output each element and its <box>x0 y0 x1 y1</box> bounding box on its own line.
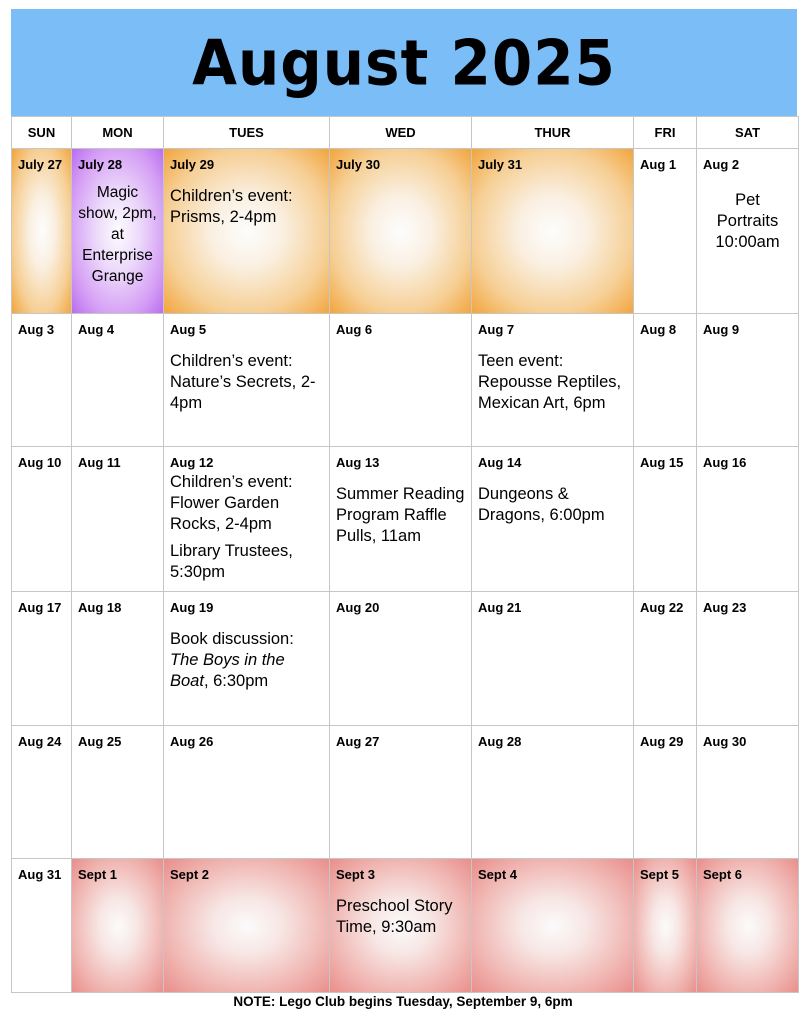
day-cell <box>12 314 72 447</box>
day-date: Sept 4 <box>478 867 518 882</box>
day-date: Aug 15 <box>640 455 684 470</box>
day-date: Aug 17 <box>18 600 62 615</box>
day-date: July 29 <box>170 157 215 172</box>
day-cell <box>72 592 164 726</box>
event-book-prefix: Book discussion: <box>170 630 294 648</box>
event-natures-secrets: Children’s event: Nature’s Secrets, 2-4pm <box>170 352 316 412</box>
day-date: Aug 28 <box>478 734 522 749</box>
event-magic-show: Magic show, 2pm, at Enterprise Grange <box>78 184 157 285</box>
weekday-fri: FRI <box>634 117 697 149</box>
day-cell <box>12 859 72 993</box>
day-date: July 27 <box>18 157 63 172</box>
calendar-title: August 2025 <box>192 25 616 100</box>
weekday-header-row <box>12 117 799 149</box>
day-date: Aug 8 <box>640 322 677 337</box>
day-date: Aug 31 <box>18 867 62 882</box>
day-cell <box>472 592 634 726</box>
day-date: Aug 24 <box>18 734 62 749</box>
day-date: Aug 21 <box>478 600 522 615</box>
week-row-4 <box>12 592 799 726</box>
day-date: Aug 6 <box>336 322 373 337</box>
day-cell <box>330 859 472 993</box>
weekday-thur: THUR <box>472 117 634 149</box>
day-cell <box>164 314 330 447</box>
day-cell <box>12 149 72 314</box>
day-date: Aug 26 <box>170 734 214 749</box>
day-cell <box>472 314 634 447</box>
day-date: Sept 1 <box>78 867 118 882</box>
day-cell <box>697 314 799 447</box>
day-date: Aug 12 <box>170 455 214 470</box>
day-date: Aug 14 <box>478 455 522 470</box>
day-cell <box>330 447 472 592</box>
day-date: Aug 3 <box>18 322 55 337</box>
event-prisms: Children’s event: Prisms, 2-4pm <box>170 187 293 226</box>
day-date: Aug 25 <box>78 734 122 749</box>
day-date: Aug 16 <box>703 455 747 470</box>
day-cell <box>12 447 72 592</box>
day-date: Aug 13 <box>336 455 380 470</box>
day-date: Aug 4 <box>78 322 115 337</box>
day-date: Aug 1 <box>640 157 677 172</box>
day-cell <box>164 726 330 859</box>
day-date: Aug 29 <box>640 734 684 749</box>
day-date: Aug 20 <box>336 600 380 615</box>
day-cell <box>164 592 330 726</box>
day-cell <box>72 447 164 592</box>
event-dungeons-dragons: Dungeons & Dragons, 6:00pm <box>478 485 605 524</box>
day-cell <box>634 726 697 859</box>
day-cell <box>634 859 697 993</box>
event-pet-portraits: Pet Portraits 10:00am <box>715 191 780 251</box>
week-row-6 <box>12 859 799 993</box>
day-date: Aug 9 <box>703 322 740 337</box>
day-date: Aug 18 <box>78 600 122 615</box>
day-cell <box>634 149 697 314</box>
day-date: July 30 <box>336 157 381 172</box>
day-cell <box>697 859 799 993</box>
day-cell <box>330 314 472 447</box>
day-date: Aug 19 <box>170 600 214 615</box>
event-book-title: The Boys in the Boat <box>170 651 285 690</box>
calendar-header <box>11 9 797 116</box>
day-cell <box>697 726 799 859</box>
day-date: Aug 11 <box>78 455 121 470</box>
week-row-5 <box>12 726 799 859</box>
weekday-tues: TUES <box>164 117 330 149</box>
day-date: Aug 22 <box>640 600 684 615</box>
day-cell <box>72 149 164 314</box>
day-cell <box>164 149 330 314</box>
day-date: July 31 <box>478 157 523 172</box>
event-book-discussion <box>170 629 323 692</box>
event-preschool-story-time: Preschool Story Time, 9:30am <box>336 897 453 936</box>
day-date: Sept 3 <box>336 867 376 882</box>
day-date: Sept 6 <box>703 867 743 882</box>
day-cell <box>164 859 330 993</box>
calendar-grid <box>11 116 799 993</box>
day-cell <box>634 592 697 726</box>
day-cell <box>12 726 72 859</box>
event-teen-repousse: Teen event: Repousse Reptiles, Mexican Art, 6pm <box>478 352 622 412</box>
day-cell <box>634 447 697 592</box>
weekday-sat: SAT <box>697 117 799 149</box>
week-row-1 <box>12 149 799 314</box>
day-cell <box>472 149 634 314</box>
day-date: Aug 2 <box>703 157 740 172</box>
day-date: Aug 27 <box>336 734 380 749</box>
day-cell <box>634 314 697 447</box>
day-cell <box>697 592 799 726</box>
day-date: Aug 5 <box>170 322 207 337</box>
event-flower-garden-rocks: Children’s event: Flower Garden Rocks, 2-4pm <box>170 473 293 533</box>
event-raffle-pulls: Summer Reading Program Raffle Pulls, 11am <box>336 485 465 545</box>
weekday-wed: WED <box>330 117 472 149</box>
day-cell <box>72 859 164 993</box>
weekday-sun: SUN <box>12 117 72 149</box>
day-cell <box>72 726 164 859</box>
day-date: Aug 10 <box>18 455 62 470</box>
day-date: Aug 23 <box>703 600 747 615</box>
day-date: Aug 30 <box>703 734 747 749</box>
day-cell <box>472 447 634 592</box>
day-date: July 28 <box>78 157 123 172</box>
day-date: Sept 2 <box>170 867 210 882</box>
day-cell <box>697 149 799 314</box>
event-book-suffix: , 6:30pm <box>203 672 269 690</box>
day-cell <box>12 592 72 726</box>
week-row-3 <box>12 447 799 592</box>
day-cell <box>330 592 472 726</box>
day-cell <box>330 726 472 859</box>
weekday-mon: MON <box>72 117 164 149</box>
day-cell <box>72 314 164 447</box>
footer-note: NOTE: Lego Club begins Tuesday, September 9, 6pm <box>233 994 573 1009</box>
day-cell <box>697 447 799 592</box>
day-date: Sept 5 <box>640 867 680 882</box>
day-cell <box>330 149 472 314</box>
day-cell <box>164 447 330 592</box>
day-cell <box>472 859 634 993</box>
event-library-trustees: Library Trustees, 5:30pm <box>170 542 293 581</box>
day-date: Aug 7 <box>478 322 515 337</box>
week-row-2 <box>12 314 799 447</box>
day-cell <box>472 726 634 859</box>
